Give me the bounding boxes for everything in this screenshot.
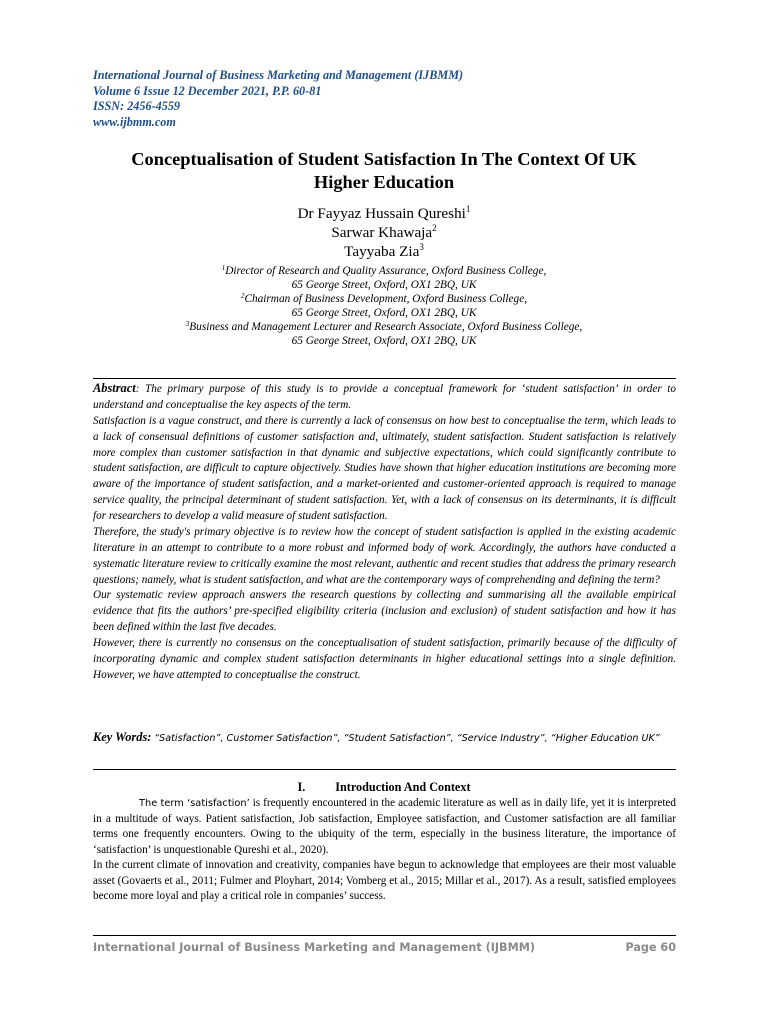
affiliation-3-address: 65 George Street, Oxford, OX1 2BQ, UK (291, 334, 477, 347)
abstract-paragraph-2: Satisfaction is a vague construct, and there is currently a lack of consensus on how best to conceptualise the term, which leads to a lack of consensual definitions of customer satisfaction and, ultimately, student satisfaction. Student satisfaction is relatively more complex than customer satisfaction in that dynamic and subjective expectations, which could significantly contribute to student satisfaction, are difficult to capture objectively. Studies have shown that higher education institutions are becoming more aware of the importance of student satisfaction, and a market-oriented and customer-oriented approach is required to manage service quality, the principal determinant of student satisfaction. Yet, with a lack of consensus on its determinants, it is difficult for researchers to develop a valid measure of student satisfaction. (93, 414, 676, 522)
journal-header (93, 68, 693, 130)
abstract-paragraph-4: Our systematic review approach answers the research questions by collecting and summarising all the available empirical evidence that fits the authors’ pre-specified eligibility criteria (inclusion and exclusion) of student satisfaction and how it has been defined within the last five decades. (93, 589, 676, 634)
body-text (93, 796, 676, 905)
keywords-bottom-rule (93, 769, 676, 770)
footer-journal: International Journal of Business Marketing and Management (IJBMM) (93, 941, 535, 954)
affiliation-2-address: 65 George Street, Oxford, OX1 2BQ, UK (291, 306, 477, 319)
issn: ISSN: 2456-4559 (93, 99, 181, 113)
author-2: Sarwar Khawaja$^2$ (331, 223, 437, 241)
title-line-2: Higher Education (313, 172, 455, 192)
abstract-top-rule (93, 378, 676, 379)
footer-rule (93, 935, 676, 936)
affiliation-3: $^3$Business and Management Lecturer and Research Associate, Oxford Business College, (185, 319, 583, 333)
abstract-label: Abstract (93, 381, 136, 395)
abstract-paragraph-3: Therefore, the study's primary objective is to review how the concept of student satisfaction is applied in the existing academic literature in an attempt to contribute to a more robust and informed body of work. Accordingly, the authors have conducted a systematic literature review to critically examine the most relevant, authentic and recent studies that address the primary research questions; namely, what is student satisfaction, and what are the contemporary ways of comprehending and defining the term? (93, 525, 676, 586)
author-list (0, 204, 768, 261)
volume-info: Volume 6 Issue 12 December 2021, P.P. 60-81 (93, 83, 322, 98)
body-paragraph-1: The term ‘satisfaction’ is frequently encountered in the academic literature as well as in daily life, yet it is interpreted in a multitude of ways. Patient satisfaction, Job satisfaction, Employee satisfaction, and Customer satisfaction are all familiar terms one frequently encounters. Owing to the ubiquity of the term, especially in the business literature, the importance of ‘satisfaction’ is unquestionable Qureshi et al., 2020). (93, 797, 676, 856)
journal-url[interactable]: www.ijbmm.com (93, 114, 176, 129)
abstract (93, 381, 676, 684)
section-title: Introduction And Context (335, 780, 471, 794)
keywords (93, 730, 676, 747)
page-number: Page 60 (625, 941, 676, 954)
page-footer (93, 938, 676, 956)
section-number: I. (297, 780, 306, 794)
affiliation-1-address: 65 George Street, Oxford, OX1 2BQ, UK (291, 278, 477, 291)
affiliations (0, 265, 768, 348)
author-3: Tayyaba Zia$^3$ (344, 242, 424, 260)
abstract-paragraph-5: However, there is currently no consensus on the conceptualisation of student satisfaction, primarily because of the difficulty of incorporating dynamic and complex student satisfaction determinants in higher educational settings into a single definition. However, we have attempted to conceptualise the construct. (93, 637, 676, 681)
keywords-label: Key Words: (93, 730, 152, 744)
paper-title (80, 148, 688, 194)
affiliation-2: $^2$Chairman of Business Development, Oxford Business College, (240, 291, 528, 305)
journal-name: International Journal of Business Marketing and Management (IJBMM) (93, 68, 464, 82)
section-heading (0, 780, 768, 795)
body-paragraph-2: In the current climate of innovation and creativity, companies have begun to acknowledge that employees are their most valuable asset (Govaerts et al., 2011; Fulmer and Ployhart, 2014; Vomberg et al., 2015; Millar et al., 2017). As a result, satisfied employees become more loyal and play a critical role in companies’ success. (93, 859, 676, 902)
affiliation-1: $^1$Director of Research and Quality Assurance, Oxford Business College, (221, 264, 547, 277)
author-1: Dr Fayyaz Hussain Qureshi$^1$ (297, 204, 471, 222)
keywords-text: “Satisfaction”, Customer Satisfaction”, “Student Satisfaction”, “Service Industry”, “Higher Education UK” (154, 733, 660, 744)
title-line-1: Conceptualisation of Student Satisfaction In The Context Of UK (131, 149, 637, 169)
abstract-paragraph-1: Abstract: The primary purpose of this study is to provide a conceptual framework for ‘student satisfaction’ in order to understand and conceptualise the key aspects of the term. (93, 381, 676, 411)
